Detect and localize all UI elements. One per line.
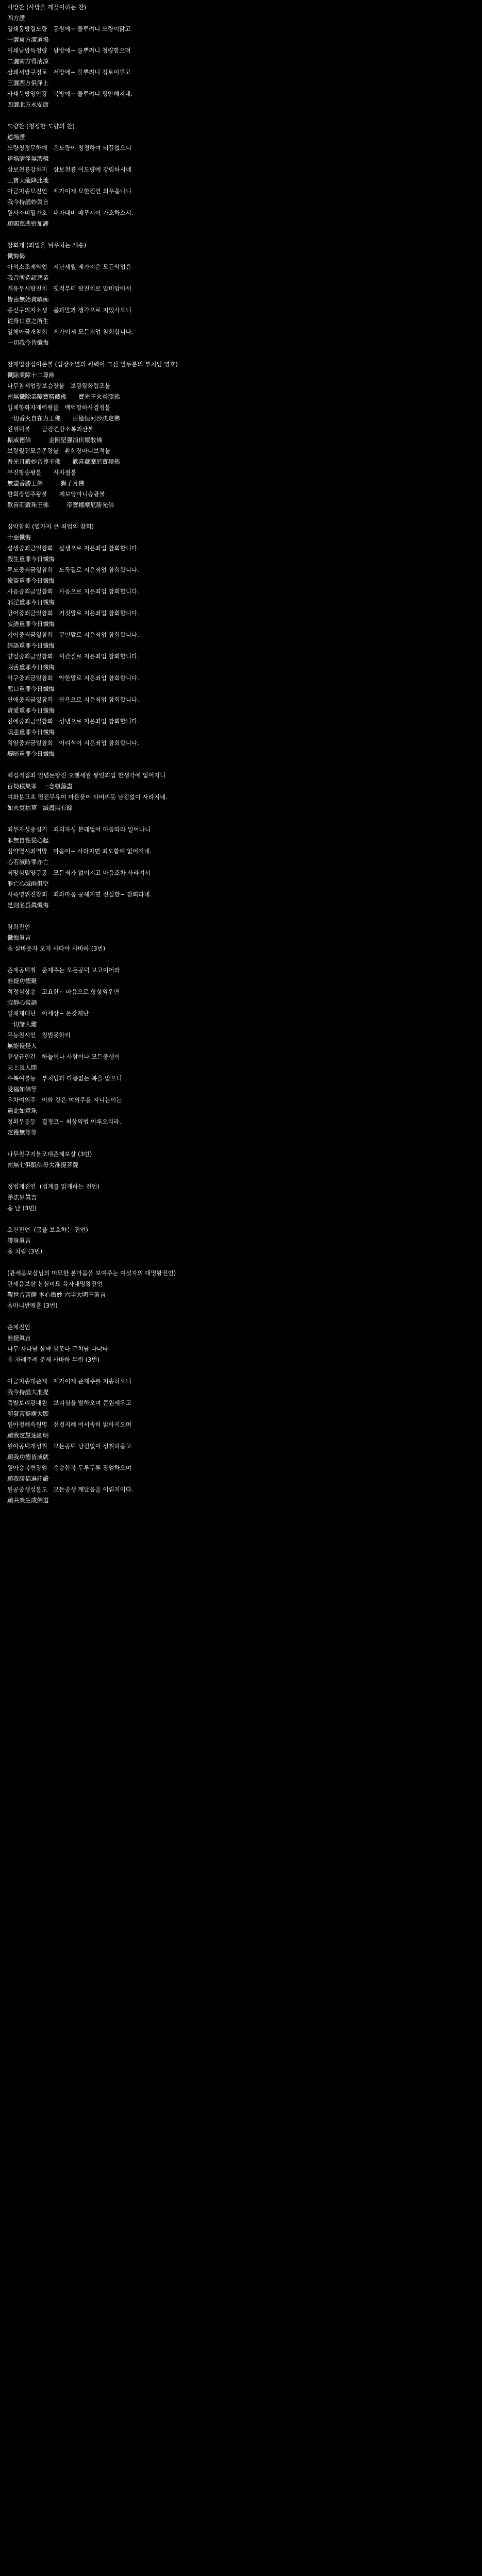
text-line: 정법계진언 (법계를 맑게하는 진언) [7,1183,100,1190]
text-line: (관세음보살님의 미묘한 본마음을 보여주는 여섯자의 대명왕진언) [7,1269,176,1277]
text-line: 無盡香勝王佛 獅子月佛 [7,480,85,487]
text-line: 원아공덕개성취 모든공덕 남김없이 성취하옵고 [7,1443,131,1450]
text-section [7,1225,475,1257]
text-line: 振威德佛 金剛堅强消伏壞散佛 [7,436,102,444]
text-line: 准提眞言 [7,1334,31,1342]
text-line: 瞋恚重罪今日懺悔 [7,728,55,736]
text-line: 진에중죄금일참회 성냄으로 지은죄업 참회합니다. [7,718,139,725]
text-line: 兩舌重罪今日懺悔 [7,664,55,671]
text-line: 백겁적집죄 일념돈탕진 오랜세월 쌓인죄업 한생각에 없어지니 [7,772,166,779]
text-line: 願我功德皆成就 [7,1453,49,1461]
text-section [7,770,475,814]
text-line: 일체제대난 이세상~ 온갖재난 [7,1010,89,1017]
text-line: 아금지송묘진언 제가이제 묘한진언 외우옵나니 [7,188,131,195]
text-line: 악구중죄금일참회 악한말로 지은죄업 참회합니다. [7,674,139,682]
text-line: 이쇄남방득청량 남방에~ 물뿌려니 청량함으며 [7,47,131,54]
text-line: 邪淫重罪今日懺悔 [7,599,55,606]
text-line: 二灑南方得淸凉 [7,58,49,65]
text-line: 호신진언 (몸을 보호하는 진언) [7,1226,88,1233]
text-line: 心若滅時罪亦亡 [7,858,49,866]
text-line: 일체아금개참회 제가이제 모든죄업 참회합니다. [7,328,134,335]
text-line: 투도중죄금일참회 도둑질로 지은죄업 참회합니다. [7,566,139,573]
text-section [7,359,475,511]
text-line: 진위덕불 금강견강소복괴산불 [7,426,94,433]
text-line: 貪愛重罪今日懺悔 [7,707,55,714]
text-line: 十惡懺悔 [7,534,31,541]
text-line: 綺語重罪今日懺悔 [7,642,55,649]
text-line: 원아정혜속원명 선정지혜 어서속히 밝아지오며 [7,1421,131,1428]
text-line: 참회진언 [7,923,30,930]
text-line: 一灑東方潔道場 [7,36,49,43]
text-line: 심약멸시죄역망 마음이~ 사라지면 죄도함께 없어지네. [7,848,152,855]
text-line: 아금지송대준제 제가이제 준제주를 지송하오니 [7,1378,131,1385]
text-line: 치암중죄금일참회 어리석어 지은죄업 참회합니다. [7,739,139,747]
text-line: 罪無自性從心起 [7,837,49,844]
text-line: 南無懺除業障寶勝藏佛 寶光王火炎照佛 [7,393,120,400]
text-line: 懺除業障十二尊佛 [7,371,55,379]
text-line: 卽發菩提廣大願 [7,1410,49,1417]
text-line: 종신구의지소생 몸과말과 생각으로 지었사오니 [7,307,131,314]
text-line: 觀世音菩薩 本心微妙 六字大明王眞言 [7,1291,106,1298]
text-line: 옴 살바못자 모지 사다야 사바하 (3번) [7,945,106,952]
text-line: 定獲無等等 [7,1129,37,1136]
text-line: 寂靜心常誦 [7,999,37,1006]
text-line: 나무참제업장보승장불 보광왕화렴조불 [7,382,111,389]
text-line: 사음중죄금일참회 사음으로 지은죄업 참회합니다. [7,588,139,595]
text-line: 妄語重罪今日懺悔 [7,620,55,628]
text-section [7,121,475,229]
text-line: 淨法界眞言 [7,1194,37,1201]
text-section [7,1268,475,1311]
text-line: 我昔所造諸惡業 [7,274,49,281]
text-line: 願我勝福遍莊嚴 [7,1475,49,1482]
text-line: 옴 남 (3번) [7,1205,37,1212]
text-line: 여화분고초 멸진무유여 마른풀이 타버리듯 남김없이 사라지네. [7,793,168,801]
text-line: 四方讚 [7,14,25,22]
text-line: 나무 사다남 삼먁 삼못다 구치남 다냐타 [7,1345,109,1352]
text-section [7,521,475,759]
text-section [7,824,475,911]
text-line: 사쇄북방영안강 북방에~ 물뿌려니 평안해지네. [7,90,133,97]
text-line: 적정심상송 고요한~ 마음으로 항상외우면 [7,988,120,995]
text-line: 원공중생성불도 모든중생 깨달음을 이뤄지이다. [7,1486,134,1493]
text-line: 道場讚 [7,133,25,141]
text-line: 죄무자성종심기 죄의자성 본래없어 마음따라 일어나니 [7,826,151,833]
text-line: 三灑西方俱淨土 [7,79,49,87]
text-line: 偸盜重罪今日懺悔 [7,577,55,584]
text-line: 願賜慈悲密加護 [7,220,49,227]
text-section [7,1322,475,1365]
text-line: 癡暗重罪今日懺悔 [7,750,55,757]
text-line: 殺生重罪今日懺悔 [7,555,55,563]
text-line: 보광월전묘음존왕불 환희장마니보적불 [7,447,111,454]
text-line: 기어중죄금일참회 꾸민말로 지은죄업 참회합니다. [7,631,139,638]
text-line: 옴 자례주례 준제 사바하 부림 (3번) [7,1356,99,1363]
text-line: 天上及人間 [7,1064,37,1071]
text-section [7,965,475,1138]
text-section [7,2,475,110]
text-line: 우차여의주 이와 같은 여의주를 지니는이는 [7,1096,122,1104]
text-line: 옴 치림 (3번) [7,1248,43,1255]
text-line: 一切我今皆懺悔 [7,339,49,346]
text-line: 수복여불등 부처님과 다름없는 복을 받으니 [7,1075,122,1082]
text-line: 십악참회 (열가지 큰 죄업의 참회) [7,523,94,530]
text-line: 遇此如意珠 [7,1107,37,1114]
text-line: 我今持誦妙眞言 [7,198,49,206]
text-section [7,1181,475,1214]
text-line: 준제진언 [7,1324,30,1331]
text-line: 歡喜莊嚴珠王佛 帝寶幢摩尼勝光佛 [7,501,114,509]
text-line: 환희장엄주왕불 제보당마니승광불 [7,490,105,498]
text-line: 일쇄동방결도량 동쌍에~ 물뿌려니 도량이맑고 [7,25,131,32]
text-line: 從身口意之所生 [7,317,49,325]
text-line: 원사자비밀가호 대자대비 베푸시어 가호하소서. [7,209,134,216]
text-line: 南無七俱胝佛母大准提菩薩 [7,1161,78,1168]
text-line: 普光月殿妙音尊王佛 歡喜藏摩尼寶積佛 [7,458,120,465]
text-line: 개유무시탐진치 옛적부터 탐진치로 말미암아서 [7,285,131,292]
text-line: 무진향승왕불 사자월불 [7,469,77,476]
text-line: 천상급인간 하늘이나 사람이나 모든중생이 [7,1053,120,1060]
text-line: 삼보천룡강차지 삼보천룡 이도량에 강림하시네 [7,166,131,173]
text-line: 無能侵是人 [7,1042,37,1049]
text-line: 皆由無始貪瞋痴 [7,296,49,303]
text-line: 시즉명위진참회 죄와마음 공해지면 진실한~ 참회라네. [7,891,152,898]
text-section [7,922,475,954]
text-section [7,1376,475,1506]
text-line: 참제업장십이존불 (업장소멸의 원력이 크신 열두분의 부처님 명호) [7,361,178,368]
text-line: 願共衆生成佛道 [7,1497,49,1504]
text-line: 탐애중죄금일참회 탐욕으로 지은죄업 참회합니다. [7,696,139,703]
text-line: 一切諸大難 [7,1021,37,1028]
text-line: 懺悔偈 [7,252,25,260]
text-line: 四灑北方永安康 [7,101,49,108]
text-line: 참회게 (죄업을 뉘우치는 게송) [7,242,87,249]
text-line: 惡口重罪今日懺悔 [7,685,55,692]
text-line: 정획무등등 결정코~ 최상의법 이루오리라. [7,1118,121,1125]
text-line: 원아승복변장엄 수승한복 두루두루 장엄하오며 [7,1464,131,1471]
text-line: 願我定慧速圓明 [7,1432,49,1439]
text-line: 일체향화자재력왕불 백억항하사결정불 [7,404,111,411]
text-line: 망어중죄금일참회 거짓말로 지은죄업 참회합니다. [7,609,139,617]
text-line: 무능침시인 침범못하리 [7,1031,71,1039]
text-line: 죄망심멸양구공 모든죄가 없어지고 마음조차 사라져서 [7,869,151,876]
text-line: 도량청정무하예 온도량이 청정하여 티끌없으니 [7,144,131,151]
text-line: 살생중죄금일참회 살생으로 지은죄업 참회합니다. [7,545,139,552]
text-line: 三寶天龍降此地 [7,177,49,184]
text-line: 사방찬 (사방을 깨끗이하는 찬) [7,4,87,11]
text-line: 准提功德聚 [7,977,37,985]
text-line: 是則名爲眞懺悔 [7,902,49,909]
text-line: 삼쇄서방구정토 서방에~ 물뿌려니 정토이루고 [7,69,131,76]
text-line: 아석소조제악업 지난세월 제가지은 모든악업은 [7,263,131,270]
text-line: 一切香火自在力王佛 百億恒河沙決定佛 [7,415,120,422]
text-line: 懺悔眞言 [7,934,31,941]
text-line: 護身眞言 [7,1237,31,1244]
text-line: 罪亡心滅兩俱空 [7,880,49,887]
text-line: 준제공덕취 준제주는 모든공덕 보고이어라 [7,967,120,974]
text-line: 百劫積集罪 一念頓蕩盡 [7,783,73,790]
text-line: 즉발보리광대원 보리심을 발하오며 큰원세우고 [7,1399,131,1406]
text-line: 道場淸淨無瑕穢 [7,155,49,162]
text-line: 관세음보살 본심미묘 육자대명왕진언 [7,1280,103,1287]
text-line: 나무칠구지불모대준제보살 (3번) [7,1150,92,1158]
text-line: 옴마니반메훔 (3번) [7,1302,58,1309]
text-line: 양설중죄금일참회 이간질로 지은죄업 참회합니다. [7,653,139,660]
text-line: 如火焚枯草 滅盡無有餘 [7,804,73,811]
text-section [7,1149,475,1171]
text-line: 도량찬 (청정한 도량의 찬) [7,123,75,130]
text-line: 受福如佛等 [7,1086,37,1093]
text-line: 我今持誦大准提 [7,1388,49,1396]
text-section [7,240,475,348]
